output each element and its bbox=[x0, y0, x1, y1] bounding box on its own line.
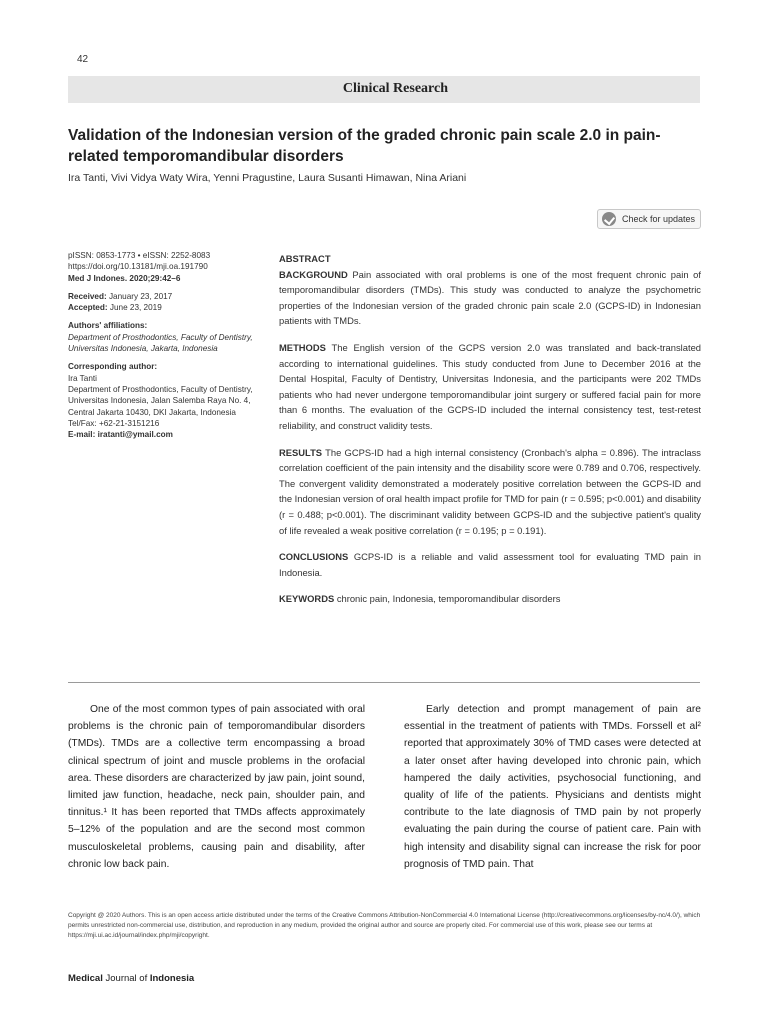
accepted-value: June 23, 2019 bbox=[107, 303, 162, 313]
journal-footer bbox=[68, 973, 194, 984]
abstract-conclusions bbox=[279, 549, 701, 580]
received-value: January 23, 2017 bbox=[106, 291, 173, 301]
received-label: Received: bbox=[68, 291, 107, 301]
footer-indonesia: Indonesia bbox=[149, 973, 195, 984]
article-title: Validation of the Indonesian version of the graded chronic pain scale 2.0 in pain-related temporomandibular disorders bbox=[68, 127, 661, 165]
corresponding-name: Ira Tanti bbox=[68, 373, 97, 383]
conclusions-text: GCPS-ID is a reliable and valid assessment tool for evaluating TMD pain in Indonesia. bbox=[279, 551, 701, 578]
author-list: Ira Tanti, Vivi Vidya Waty Wira, Yenni Pragustine, Laura Susanti Himawan, Nina Ariani bbox=[68, 172, 467, 184]
methods-label: METHODS bbox=[279, 341, 326, 353]
body-column-left: One of the most common types of pain associated with oral problems is the chronic pain of temporomandibular disorders (TMDs). TMDs are a collective term encompassing a broad clinical spectrum of joint and muscle problems in the orofacial area. These disorders are characterized by jaw pain, joint sound, limited jaw function, headache, neck pain, shoulder pain, and tinnitus.¹ It has been reported that TMDs affects approximately 5–12% of the population and are the second most common musculoskeletal problems, causing pain and disability, after chronic low back pain. bbox=[68, 704, 365, 870]
background-text: Pain associated with oral problems is one of the most frequent chronic pain of temporomandibular disorders (TMDs). This study was conducted to analyze the psychometric properties of the Indonesian version of the graded chronic pain scale 2.0 (GCPS-ID) in Indonesian patients with TMDs. bbox=[279, 268, 701, 327]
abstract-methods bbox=[279, 340, 701, 434]
accepted-label: Accepted: bbox=[68, 303, 108, 313]
article-info-sidebar bbox=[68, 250, 258, 440]
affiliation: Department of Prosthodontics, Faculty of Dentistry, Universitas Indonesia, Jakarta, Indonesia bbox=[68, 332, 253, 354]
results-text: The GCPS-ID had a high internal consistency (Cronbach's alpha = 0.896). The intraclass correlation coefficient of the pain intensity and the disability score were 0.789 and 0.706, respectively. The convergent validity demonstrated a moderately positive correlation between the GCPS-ID and the Indonesian version of oral health impact profile for TMD for pain (r = 0.595; p<0.001) and disability (r = 0.488; p<0.001). The discriminant validity between GCPS-ID and the subjective patient's quality of life revealed a weak positive correlation (r = 0.195; p = 0.191). bbox=[279, 446, 701, 536]
keywords-text: chronic pain, Indonesia, temporomandibular disorders bbox=[334, 593, 561, 605]
corresponding-label: Corresponding author: bbox=[68, 362, 158, 372]
check-for-updates-label: Check for updates bbox=[622, 214, 696, 224]
footer-journal-of: Journal of bbox=[102, 973, 150, 984]
corresponding-email[interactable]: E-mail: iratanti@ymail.com bbox=[68, 430, 173, 440]
abstract-results bbox=[279, 445, 701, 539]
abstract bbox=[279, 251, 701, 618]
section-banner bbox=[68, 76, 700, 103]
keywords-label: KEYWORDS bbox=[279, 593, 335, 605]
corresponding-address: Department of Prosthodontics, Faculty of Dentistry, Universitas Indonesia, Jalan Salemba Raya No. 4, Central Jakarta 10430, DKI Jakarta, Indonesia bbox=[68, 384, 253, 417]
copyright-notice: Copyright @ 2020 Authors. This is an open access article distributed under the terms of the Creative Commons Attribution-NonCommercial 4.0 International License (http://creativecommons.org/licenses/by-nc/4.0/), which permits unrestricted non-commercial use, distribution, and reproduction in any medium, provided the original author and source are properly cited. For commercial use of this work, please see our terms at https://mji.ui.ac.id/journal/index.php/mji/copyright. bbox=[68, 912, 701, 940]
abstract-keywords bbox=[279, 591, 701, 607]
citation: Med J Indones. 2020;29:42–6 bbox=[68, 273, 181, 283]
corresponding-tel: Tel/Fax: +62-21-3151216 bbox=[68, 418, 160, 428]
methods-text: The English version of the GCPS version 2.0 was translated and back-translated according to international guidelines. This study conducted from June to December 2016 at the Dental Hospital, Faculty of Dentistry, Universitas Indonesia, and the participants were 202 TMDs patients who had never undergone temporomandibular joint surgery or suffered facial pain for more than 6 months. The evaluation of the GCPS-ID included the internal consistency test, test-retest reliability, and construct validity tests. bbox=[279, 341, 701, 431]
body-column-right: Early detection and prompt management of pain are essential in the treatment of patients with TMDs. Forssell et al² reported that approximately 30% of TMD cases were detected at a later onset after having developed into chronic pain, which hampered the daily activities, psychosocial functioning, and quality of life of the patients. Physicians and dentists might contribute to the late diagnosis of TMD pain by not properly evaluating the pain during the course of patient care. Pain with high intensity and disability signal can increase the risk for poor prognosis of TMD pain. That bbox=[404, 704, 701, 870]
doi-link[interactable]: https://doi.org/10.13181/mji.oa.191790 bbox=[68, 262, 208, 272]
received-date bbox=[68, 291, 258, 302]
abstract-heading: ABSTRACT bbox=[279, 253, 331, 264]
section-divider bbox=[68, 682, 700, 683]
page-number: 42 bbox=[77, 54, 89, 65]
abstract-background bbox=[279, 267, 701, 329]
footer-medical: Medical bbox=[68, 973, 103, 984]
issn: pISSN: 0853-1773 • eISSN: 2252-8083 bbox=[68, 251, 211, 260]
background-label: BACKGROUND bbox=[279, 268, 348, 280]
check-icon bbox=[602, 212, 616, 226]
accepted-date bbox=[68, 302, 258, 313]
section-label: Clinical Research bbox=[342, 81, 448, 96]
affiliations-label: Authors' affiliations: bbox=[68, 321, 148, 331]
results-label: RESULTS bbox=[279, 446, 323, 458]
conclusions-label: CONCLUSIONS bbox=[279, 551, 349, 563]
check-for-updates-button[interactable] bbox=[597, 209, 701, 229]
